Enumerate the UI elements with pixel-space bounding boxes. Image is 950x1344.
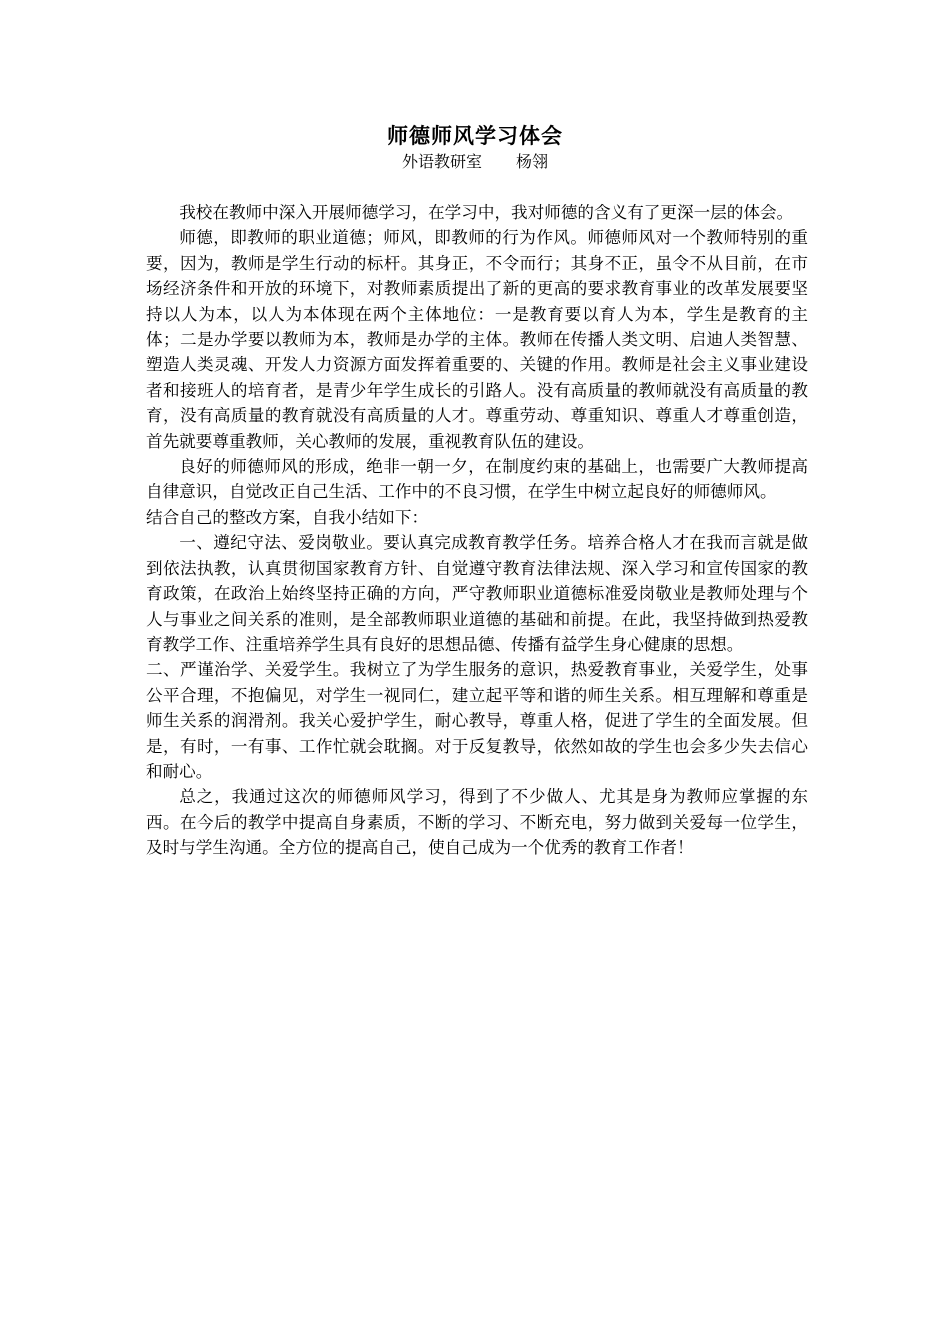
- paragraph-intro: 我校在教师中深入开展师德学习，在学习中，我对师德的含义有了更深一层的体会。: [179, 203, 794, 222]
- document-byline: [0, 150, 950, 174]
- byline-author: 杨翎: [516, 152, 549, 171]
- document-body: [146, 200, 808, 861]
- paragraph-point-one: 一、遵纪守法、爱岗敬业。要认真完成教育教学任务。培养合格人才在我而言就是做到依法执教，认真贯彻国家教育方针、自觉遵守教育法律法规、深入学习和宣传国家的教育政策，在政治上始终坚持正确的方向，严守教师职业道德标准爱岗敬业是教师处理与个人与事业之间关系的准则，是全部教师职业道德的基础和前提。在此，我坚持做到热爱教育教学工作、注重培养学生具有良好的思想品德、传播有益学生身心健康的思想。: [146, 533, 808, 654]
- paragraph-definition: 师德，即教师的职业道德；师风，即教师的行为作风。师德师风对一个教师特别的重要，因为，教师是学生行动的标杆。其身正，不令而行；其身不正，虽令不从目前，在市场经济条件和开放的环境下，对教师素质提出了新的更高的要求教育事业的改革发展要坚持以人为本，以人为本体现在两个主体地位：一是教育要以育人为本，学生是教育的主体；二是办学要以教师为本，教师是办学的主体。教师在传播人类文明、启迪人类智慧、塑造人类灵魂、开发人力资源方面发挥着重要的、关键的作用。教师是社会主义事业建设者和接班人的培育者，是青少年学生成长的引路人。没有高质量的教师就没有高质量的教育，没有高质量的教育就没有高质量的人才。尊重劳动、尊重知识、尊重人才尊重创造，首先就要尊重教师，关心教师的发展，重视教育队伍的建设。: [146, 228, 808, 451]
- paragraph-summary-lead: 结合自己的整改方案，自我小结如下：: [146, 507, 429, 527]
- document-title: 师德师风学习体会: [387, 123, 563, 148]
- paragraph-conclusion: 总之，我通过这次的师德师风学习，得到了不少做人、尤其是身为教师应掌握的东西。在今后的教学中提高自身素质，不断的学习、不断充电，努力做到关爱每一位学生，及时与学生沟通。全方位的提高自己，使自己成为一个优秀的教育工作者！: [146, 787, 808, 858]
- paragraph-formation: 良好的师德师风的形成，绝非一朝一夕，在制度约束的基础上，也需要广大教师提高自律意识，自觉改正自己生活、工作中的不良习惯，在学生中树立起良好的师德师风。: [146, 457, 808, 502]
- paragraph-point-two: 二、严谨治学、关爱学生。我树立了为学生服务的意识，热爱教育事业，关爱学生，处事公平合理，不抱偏见，对学生一视同仁，建立起平等和谐的师生关系。相互理解和尊重是师生关系的润滑剂。我关心爱护学生，耐心教导，尊重人格，促进了学生的全面发展。但是，有时，一有事、工作忙就会耽搁。对于反复教导，依然如故的学生也会多少失去信心和耐心。: [146, 660, 808, 781]
- byline-department: 外语教研室: [401, 152, 482, 171]
